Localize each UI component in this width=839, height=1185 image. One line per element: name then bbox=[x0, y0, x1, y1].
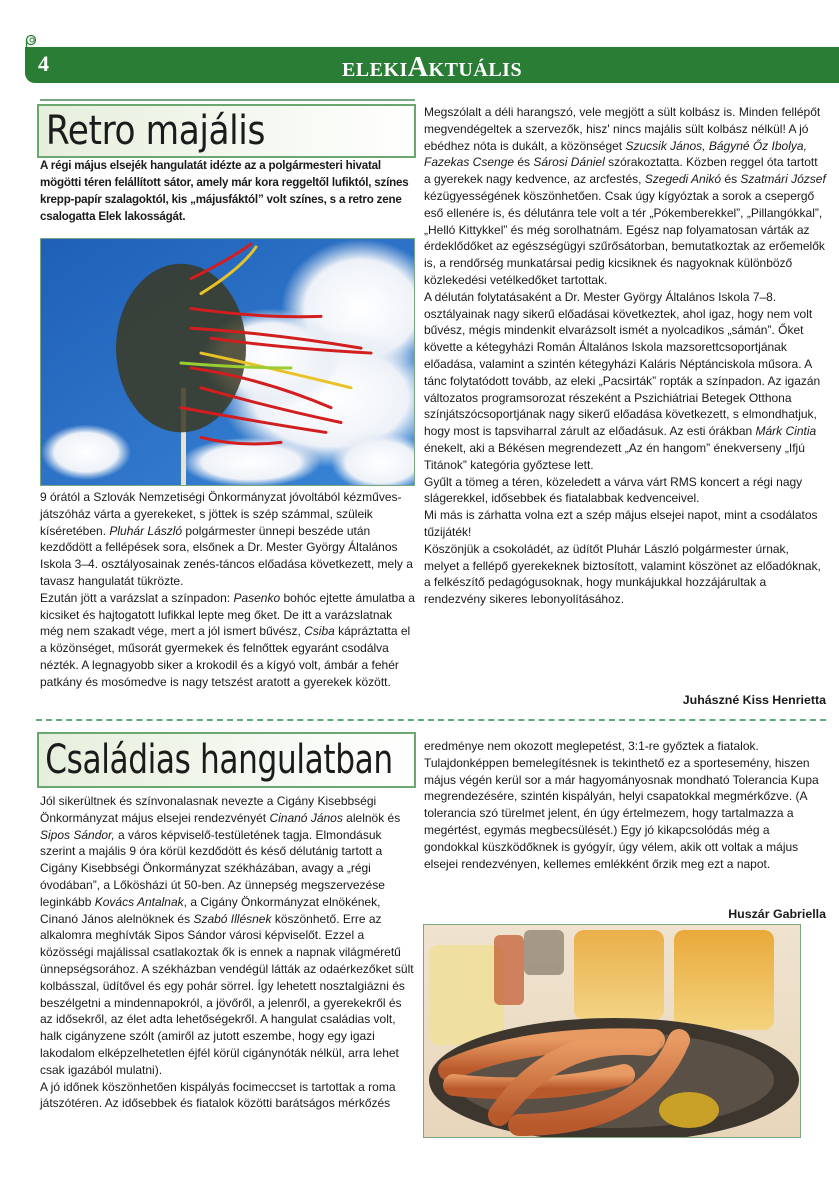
text-run: polgármester ünnepi beszéde után kezdődött a fellépések sora, elsőnek a Dr. Mester György Általános Iskola 3–4. osztályosainak zenés-táncos előadása következett, mely a tavasz hangulatát tükrözte. bbox=[40, 523, 413, 588]
text-run: köszönhető. Erre az alkalomra meghívták Sipos Sándor városi képviselőt. Ezzel a közösségi majálissal csatlakoztak ők is ennek a napnak világméretű ünnepségsorához. A székházban vendégül látták az odaérkezőket sült kolbásszal, üdítővel és egy pohár sörrel. Így lehetett nosztalgiázni és beszélgetni a mindennapokról, a jövőről, a jelenről, a gyerekekről és az idősekről, az élet adta lehetőségekről. A hangulat családias volt, halk cigányzene szólt (amiről az jutott eszembe, hogy egy igazi lakodalom elképzelhetetlen éjfél körül cigánynóták nélkül, arra lehet csak igazából mulatni). bbox=[40, 911, 414, 1077]
text-run: énekelt, aki a Békésen megrendezett „Az én hangom” énekverseny „Ifjú Titánok” kategória győztese lett. bbox=[424, 440, 805, 472]
page-header-band bbox=[25, 47, 839, 83]
italic-name: Csiba bbox=[304, 624, 335, 639]
masthead-suffix: KTUÁLIS bbox=[428, 59, 523, 81]
italic-name: Pasenko bbox=[233, 590, 281, 605]
paragraph bbox=[424, 474, 826, 508]
article1-right-column bbox=[424, 104, 826, 608]
italic-name: Sárosi Dániel bbox=[533, 155, 605, 170]
text-run: kézügyességének köszönhetően. Csak úgy kígyóztak a sorok a csepergő eső ellenére is, és délutánra tele volt a tér „Pókemberekkel”, „Pillangókkal”, „Helló Kittykkel” és még sorolhatnám. Egész nap folyamatosan várták az érdeklődőket az egészségügyi szűrősátorban, bemutatkoztak az erőemelők is, a rendőrség munkatársai pedig kicsiknek és nagyoknak különböző közlekedési vetélkedőket tartottak. bbox=[424, 188, 825, 287]
article1-left-column bbox=[40, 489, 417, 691]
italic-name: Márk Cintia bbox=[755, 424, 817, 439]
article2-title-box bbox=[37, 732, 416, 788]
text-run: A délután folytatásaként a Dr. Mester György Általános Iskola 7–8. osztályainak nagy sikerű előadásai következtek, ahol igaz, hogy nem volt bűvész, mégis mindenkit elvarázsolt ismét a nyolcadikos „sámán”. Őket követte a kétegyházi Román Általános Iskola mazsorettcsoportjának előadása, valamint a szintén kétegyházi Kaláris Néptánciskola műsora. A tánc folytatódott tovább, az eleki „Pacsirták” ropták a színpadon. Az igazán változatos programsorozat részeként a Pszichiátriai Betegek Otthona színjátszócsoportjának nagy sikerű előadása következett, s elmondhatjuk, hogy most is tapsviharral zárult az előadásuk. Az esti órákban bbox=[424, 289, 821, 439]
paragraph bbox=[424, 289, 826, 474]
text-run: A jó időnek köszönhetően kispályás focimeccset is tartottak a roma játszótéren. Az idősebbek és fiatalok közötti barátságos mérkőzés bbox=[40, 1079, 396, 1111]
article2-right-column bbox=[424, 738, 826, 872]
article2-title: Családias hangulatban bbox=[45, 737, 393, 783]
paragraph bbox=[40, 793, 417, 1079]
text-run: és bbox=[721, 172, 741, 187]
text-run: kápráztatta el a közönséget, műsorát gyermekek és felnőttek egyaránt csodálva nézték. A legnagyobb siker a krokodil és a kígyó volt, ámbár a fehér patkány és mosómedve is nagy tetszést aratott a gyerekek között. bbox=[40, 624, 411, 689]
text-run: alelnök és bbox=[342, 810, 401, 825]
masthead-prefix: ELEKI bbox=[341, 59, 408, 81]
article1-title-box bbox=[37, 104, 416, 158]
italic-name: Szabó Illésnek bbox=[193, 911, 272, 926]
text-run: 9 órától a Szlovák Nemzetiségi Önkormányzat jóvoltából kézműves-játszóház várta a gyerekeket, s jöttek is szép számmal, szüleik kíséretében. bbox=[40, 490, 402, 538]
curl-ornament-icon bbox=[25, 34, 39, 48]
italic-name: Szatmári József bbox=[740, 172, 826, 187]
paragraph bbox=[40, 1079, 417, 1113]
paragraph bbox=[40, 590, 417, 691]
text-run: szórakoztatta. Közben reggel óta tartott a gyerekek nagy kedvence, az arcfestés, bbox=[424, 155, 818, 187]
text-run: eredménye nem okozott meglepetést, 3:1-re győztek a fiatalok. Tulajdonképpen bemelegítésnek is tekinthető ez a sportesemény, hiszen május végén kerül sor a már hagyományosnak mondható Tolerancia Kupa megrendezésére, szintén kispályán, helyi csapatokkal megmérkőzve. (A tolerancia szó türelmet jelent, én úgy értelmezem, hogy tartalmazza a megértést, egymás megbecsülését.) Egy jó kikapcsolódás még a gondokkal küszködőknek is gyógyír, úgy vélem, akik ott voltak a május elsejei rendezvényen, kellemes emlékként őrzik meg ezt a napot. bbox=[424, 739, 819, 871]
italic-name: Pluhár László bbox=[109, 523, 183, 538]
italic-name: Cinanó János bbox=[269, 810, 343, 825]
italic-name: Sipos Sándor, bbox=[40, 827, 115, 842]
italic-name: Kovács Antalnak bbox=[94, 894, 184, 909]
article1-lead: A régi május elsejék hangulatát idézte az a polgármesteri hivatal mögötti téren felállított sátor, amely már kora reggeltől lufiktól, színes krepp-papír szalagoktól, kis „májusfáktól” volt színes, s a retro zene csalogatta Elek lakosságát. bbox=[40, 159, 409, 223]
paragraph bbox=[40, 489, 417, 590]
article2-left-column bbox=[40, 793, 417, 1112]
text-run: és bbox=[514, 155, 534, 170]
text-run: a város képviselő-testületének tagja. Elmondásuk szerint a majális 9 óra körül kezdődött és késő délutánig tartott a Cigány Kisebbségi Önkormányzat székházában, avagy a „régi óvodában”, a Lőkösházi út 50-ben. Az ünnepség megszervezése leginkább bbox=[40, 827, 385, 909]
maypole-photo bbox=[40, 238, 415, 486]
italic-name: Szegedi Anikó bbox=[644, 172, 722, 187]
text-run: Megszólalt a déli harangszó, vele megjött a sült kolbász is. Minden fellépőt megvendégeltek a szervezők, hisz' nincs majális sült kolbász nélkül! A jó ebédhez nóta is dukált, a közönséget bbox=[424, 105, 821, 153]
article2-author: Huszár Gabriella bbox=[728, 907, 826, 921]
italic-name: Szucsik János, Bágyné Őz Ibolya, Fazekas Csenge bbox=[424, 138, 807, 170]
paragraph bbox=[424, 104, 826, 289]
paragraph bbox=[424, 541, 826, 608]
sausages-beer-photo bbox=[423, 924, 801, 1138]
text-run: Köszönjük a csokoládét, az üdítőt Pluhár László polgármester úrnak, melyet a fellépő gyerekeknek biztosított, valamint köszönet az előadóknak, a felkészítő pedagógusoknak, hogy munkájukkal hozzájárultak a rendezvény sikeres lebonyolításához. bbox=[424, 541, 821, 607]
section-divider bbox=[36, 719, 826, 721]
text-run: bohóc ejtette ámulatba a kicsiket és hajtogatott lufikkal lepte meg őket. De itt a varázslatnak még nem szakadt vége, mert a jól ismert bűvész, bbox=[40, 590, 415, 639]
text-run: , a Cigány Önkormányzat elnökének, Cinanó János alelnöknek és bbox=[40, 894, 381, 926]
text-run: Mi más is zárhatta volna ezt a szép május elsejei napot, mint a csodálatos tűzijáték! bbox=[424, 508, 818, 539]
page-number: 4 bbox=[38, 51, 49, 76]
masthead-big-letter: A bbox=[407, 52, 429, 83]
article1-title: Retro majális bbox=[45, 108, 265, 154]
top-rule bbox=[40, 99, 415, 101]
paragraph bbox=[424, 738, 826, 872]
paragraph bbox=[424, 507, 826, 541]
masthead bbox=[25, 52, 839, 84]
text-run: Gyűlt a tömeg a téren, közeledett a várva várt RMS koncert a régi nagy slágerekkel, idősebbek és fiatalabbak kedvenceivel. bbox=[424, 474, 803, 506]
article1-author: Juhászné Kiss Henrietta bbox=[682, 693, 826, 707]
text-run: Ezután jött a varázslat a színpadon: bbox=[40, 590, 234, 605]
text-run: Jól sikerültnek és színvonalasnak nevezte a Cigány Kisebbségi Önkormányzat május elsejei rendezvényét bbox=[40, 794, 377, 825]
